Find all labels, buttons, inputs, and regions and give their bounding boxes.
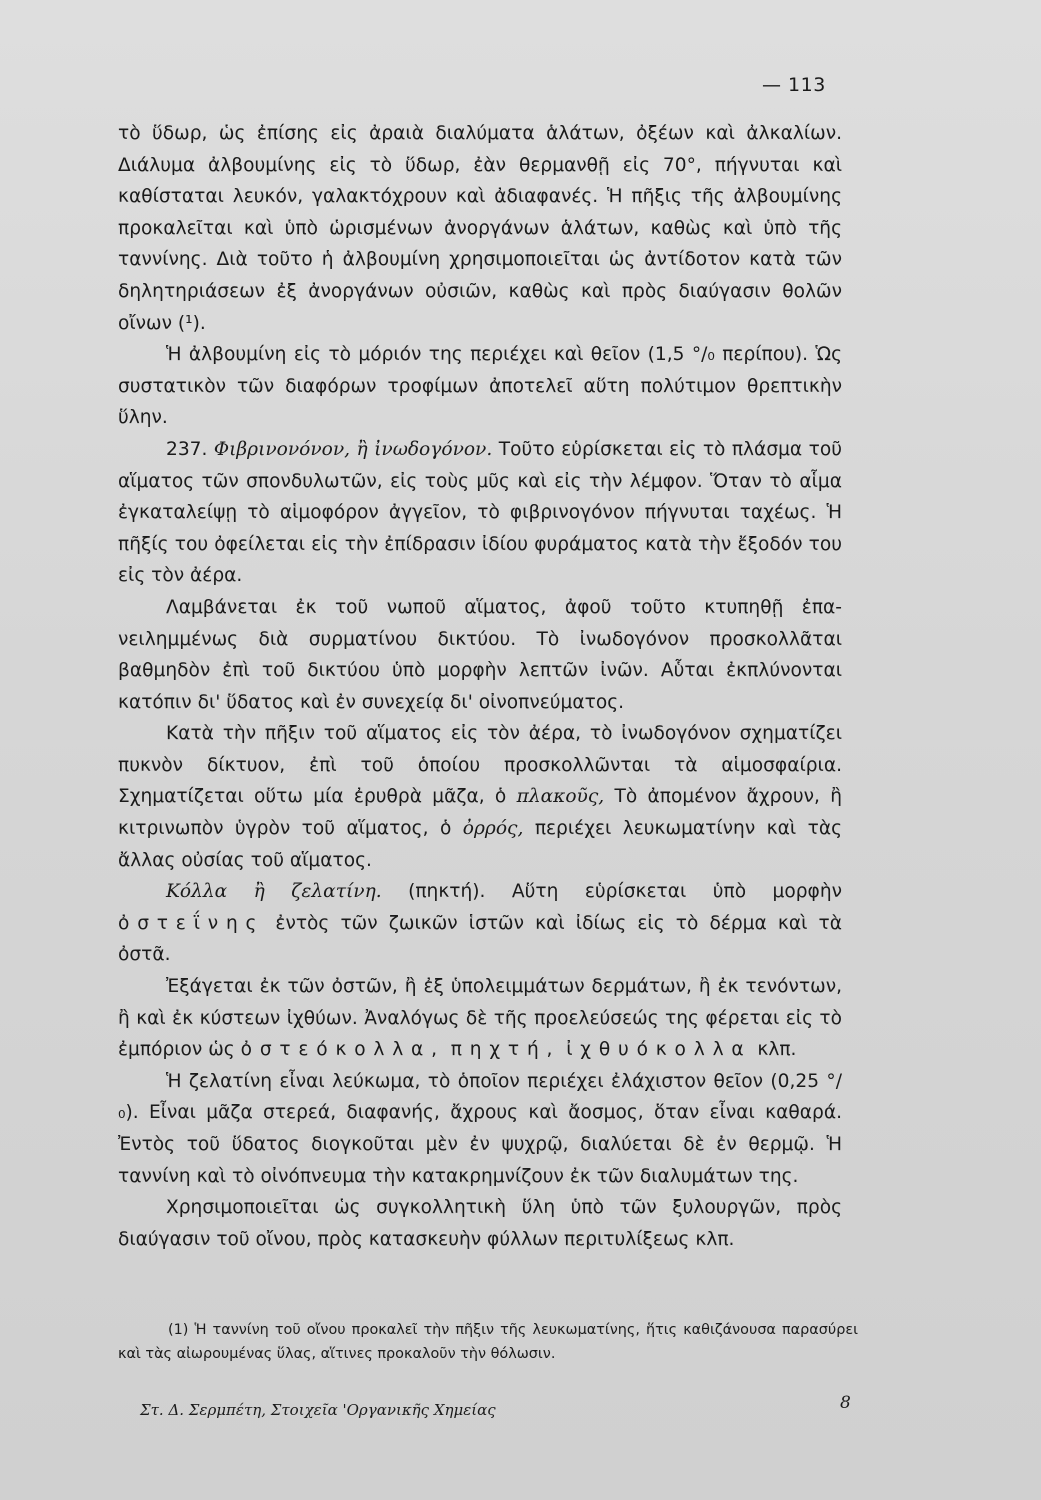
term-orros: ὀρρός, (462, 818, 524, 840)
paragraph-fibrinogen-preparation: Λαμβάνεται ἐκ τοῦ νωποῦ αἵματος, ἀφοῦ τοῦτο κτυπηθῇ ἐπανειλημμένως διὰ συρματίνου δικτύου. Τὸ ἰνωδογόνον προσκολλᾶται βαθμηδὸν ἐπὶ τοῦ δικτύου ὑπὸ μορφὴν λεπτῶν ἰνῶν. Αὗται ἐκπλύνονται κατόπιν δι' ὕδατος καὶ ἐν συνεχείᾳ δι' οἰνοπνεύματος. (118, 596, 842, 713)
term-osteokolla: ὀστεόκολλα, (240, 1039, 445, 1061)
paragraph-gelatin-sources: Ἐξάγεται ἐκ τῶν ὀστῶν, ἢ ἐξ ὑπολειμμάτων δερμάτων, ἢ ἐκ τενόντων, ἢ καὶ ἐκ κύστεων ἰχθύων. Ἀναλόγως δὲ τῆς προελεύσεώς της φέρεται εἰς τὸ ἐμπόριον ὡς ὀστεόκολλα, πηχτή, ἰχθυόκολλα κλπ. (118, 976, 842, 1061)
term-plakous: πλακοῦς, (516, 786, 605, 808)
footnote: (1) Ἡ ταννίνη τοῦ οἴνου προκαλεῖ τὴν πῆξιν τῆς λευκωματίνης, ἥτις καθιζάνουσα παρασύρει καὶ τὰς αἰωρουμένας ὕλας, αἵτινες προκαλοῦν τὴν θόλωσιν. (118, 1322, 858, 1362)
paragraph-fibrinogen: 237. Φιβρινονόνον, ἢ ἰνωδογόνον. Τοῦτο εὑρίσκεται εἰς τὸ πλάσμα τοῦ αἵματος τῶν σπονδυλωτῶν, εἰς τοὺς μῦς καὶ εἰς τὴν λέμφον. Ὅταν τὸ αἷμα ἐγκαταλείψῃ τὸ αἱμοφόρον ἀγγεῖον, τὸ φιβρινογόνον πήγνυται ταχέως. Ἡ πῆξίς του ὀφείλεται εἰς τὴν ἐπίδρασιν ἰδίου φυράματος κατὰ τὴν ἔξοδόν του εἰς τὸν ἀέρα. (118, 438, 842, 587)
section-term-fibrinogen: Φιβρινονόνον, ἢ ἰνωδογόνον. (213, 438, 493, 460)
paragraph-albumin: τὸ ὕδωρ, ὡς ἐπίσης εἰς ἀραιὰ διαλύματα ἁλάτων, ὀξέων καὶ ἀλκαλίων. Διάλυμα ἀλβουμίνης εἰς τὸ ὕδωρ, ἐὰν θερμανθῇ εἰς 70°, πήγνυται καὶ καθίσταται λευκόν, γαλακτόχρουν καὶ ἀδιαφανές. Ἡ πῆξις τῆς ἀλβουμίνης προκαλεῖται καὶ ὑπὸ ὡρισμένων ἀνοργάνων ἁλάτων, καθὼς καὶ ὑπὸ τῆς ταννίνης. Διὰ τοῦτο ἡ ἀλβουμίνη χρησιμοποιεῖται ὡς ἀντίδοτον κατὰ τῶν δηλητηριάσεων ἐξ ἀνοργάνων οὐσιῶν, καθὼς καὶ πρὸς διαύγασιν θολῶν οἴνων (¹). (118, 123, 842, 334)
paragraph-albumin-sulfur: Ἡ ἀλβουμίνη εἰς τὸ μόριόν της περιέχει καὶ θεῖον (1,5 °/₀ περίπου). Ὡς συστατικὸν τῶν διαφόρων τροφίμων ἀποτελεῖ αὕτη πολύτιμον θρεπτικὴν ὕλην. (118, 344, 842, 429)
sheet-signature: 8 (840, 1393, 851, 1413)
paragraph-gelatin: Κόλλα ἢ ζελατίνη. (πηκτή). Αὕτη εὑρίσκεται ὑπὸ μορφὴν ὀστεΐνης ἐντὸς τῶν ζωικῶν ἱστῶν καὶ ἰδίως εἰς τὸ δέρμα καὶ τὰ ὀστᾶ. (118, 881, 842, 966)
paragraph-clotting: Κατὰ τὴν πῆξιν τοῦ αἵματος εἰς τὸν ἀέρα, τὸ ἰνωδογόνον σχηματίζει πυκνὸν δίκτυον, ἐπὶ τοῦ ὁποίου προσκολλῶνται τὰ αἱμοσφαίρια. Σχηματίζεται οὕτω μία ἐρυθρὰ μᾶζα, ὁ πλακοῦς, Τὸ ἀπομένον ἄχρουν, ἢ κιτρινωπὸν ὑγρὸν τοῦ αἵματος, ὁ ὀρρός, περιέχει λευκωματίνην καὶ τὰς ἄλλας οὐσίας τοῦ αἵματος. (118, 723, 842, 871)
page-number: — 113 (762, 74, 826, 96)
section-number: 237. (166, 438, 208, 460)
paragraph-gelatin-properties: Ἡ ζελατίνη εἶναι λεύκωμα, τὸ ὁποῖον περιέχει ἐλάχιστον θεῖον (0,25 °/₀). Εἶναι μᾶζα στερεά, διαφανής, ἄχρους καὶ ἄοσμος, ὅταν εἶναι καθαρά. Ἐντὸς τοῦ ὕδατος διογκοῦται μὲν ἐν ψυχρῷ, διαλύεται δὲ ἐν θερμῷ. Ἡ ταννίνη καὶ τὸ οἰνόπνευμα τὴν κατακρημνίζουν ἐκ τῶν διαλυμάτων της. (118, 1070, 842, 1187)
section-term-gelatin: Κόλλα ἢ ζελατίνη. (166, 881, 382, 903)
term-osteine: ὀστεΐνης (118, 912, 265, 934)
term-pichti: πηχτή, (450, 1039, 561, 1061)
main-text (118, 118, 842, 1255)
paragraph-gelatin-uses: Χρησιμοποιεῖται ὡς συγκολλητικὴ ὕλη ὑπὸ τῶν ξυλουργῶν, πρὸς διαύγασιν τοῦ οἴνου, πρὸς κατασκευὴν φύλλων περιτυλίξεως κλπ. (118, 1197, 842, 1250)
footer-reference: Στ. Δ. Σερμπέτη, Στοιχεῖα 'Οργανικῆς Χημείας (140, 1401, 496, 1419)
term-ichthyokolla: ἰχθυόκολλα (566, 1039, 752, 1061)
